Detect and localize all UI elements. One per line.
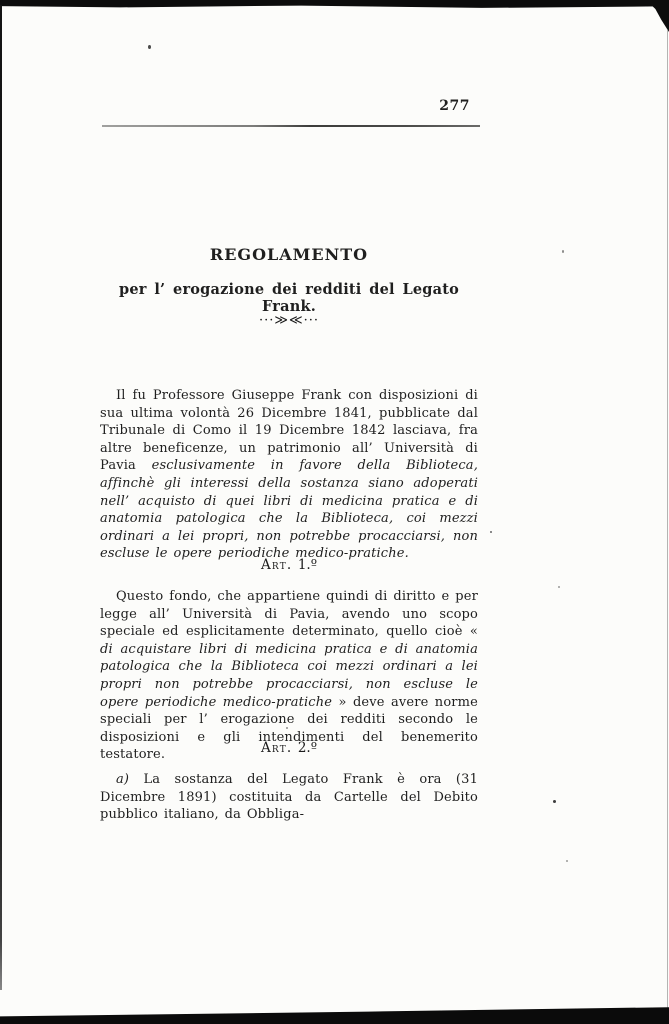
article-2-label: Art. xyxy=(260,740,293,756)
text-segment: » deve avere norme speciali per l’ erogazione dei redditi secondo le disposizioni e gli intendimenti del benemerito testatore. xyxy=(100,694,478,763)
article-2-paragraph xyxy=(100,771,478,824)
document-subtitle: per l’ erogazione dei redditi del Legato Frank. xyxy=(118,281,460,315)
scan-edge-right xyxy=(667,30,668,1008)
scan-corner-mark xyxy=(652,0,669,32)
text-segment: di acquistare libri di medicina pratica e di anatomia patologica che la Biblioteca coi mezzi ordinari a lei propri non potrebbe procacciarsi, non escluse le opere periodiche medico-pratiche xyxy=(100,641,478,710)
intro-paragraph xyxy=(100,387,478,563)
text-segment: Questo fondo, che appartiene quindi di diritto e per legge all’ Università di Pavia, avendo uno scopo speciale ed esplicitamente determinato, quello cioè « xyxy=(100,589,478,640)
article-1-label: Art. xyxy=(260,557,293,573)
scan-edge-left xyxy=(0,5,2,990)
ornament-divider: ···≫≪··· xyxy=(258,313,319,328)
text-segment: La sostanza del Legato Frank è ora (31 Dicembre 1891) costituita da Cartelle del Debito pubblico italiano, da Obbliga- xyxy=(100,772,478,823)
article-1-paragraph xyxy=(100,588,478,764)
ink-speck xyxy=(553,800,556,803)
text-segment: a) xyxy=(116,772,130,787)
ink-speck xyxy=(558,586,560,588)
ink-speck xyxy=(562,250,564,253)
document-title: REGOLAMENTO xyxy=(209,245,369,264)
text-segment: esclusivamente in favore della Biblioteca, affinchè gli interessi della sostanza siano adoperati nell’ acquisto di quei libri di medicina pratica e di anatomia patologica che la Biblioteca, coi mezzi ordinari a lei propri, non potrebbe procacciarsi, non escluse le opere periodiche medico-pratiche. xyxy=(100,458,478,562)
article-2-heading xyxy=(100,740,478,756)
ink-speck xyxy=(490,531,492,533)
article-1-heading xyxy=(100,557,478,573)
article-2-number: 2.º xyxy=(297,740,318,756)
ink-speck xyxy=(566,860,568,862)
article-1-number: 1.º xyxy=(297,557,318,573)
page-number: 277 xyxy=(439,98,470,114)
text-column xyxy=(100,0,478,1024)
text-segment: Il fu Professore Giuseppe Frank con disposizioni di sua ultima volontà 26 Dicembre 1841, pubblicate dal Tribunale di Como il 19 Dicembre 1842 lasciava, fra altre beneficenze, un patrimonio all’ Università di Pavia xyxy=(100,388,478,474)
